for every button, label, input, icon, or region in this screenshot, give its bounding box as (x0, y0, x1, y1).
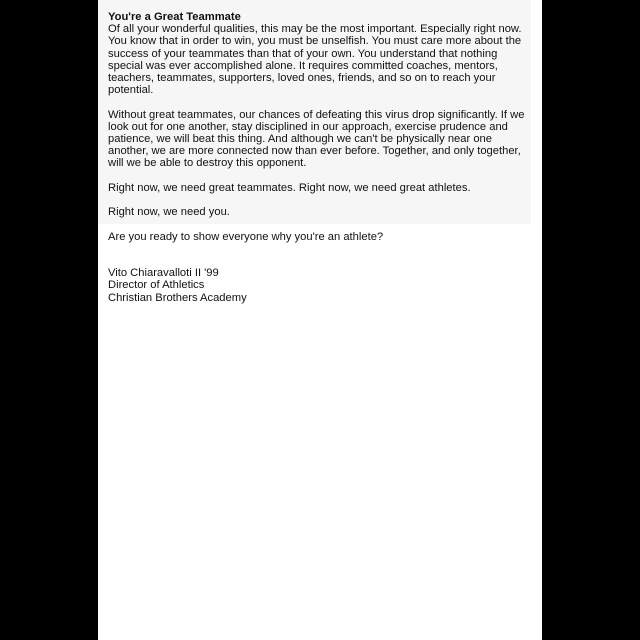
signature-title: Director of Athletics (108, 279, 205, 292)
signature-block (108, 267, 528, 304)
paragraph-2: Without great teammates, our chances of defeating this virus drop significantly. If we look out for one another, stay disciplined in our approach, exercise prudence and patience, we will beat this thing. And although we can't be physically near one another, we are more connected now than ever before. Together, and only together, will we be able to destroy this opponent. (108, 108, 525, 170)
letter-content (108, 11, 528, 304)
paragraph-5: Are you ready to show everyone why you're an athlete? (108, 230, 384, 243)
section-heading: You're a Great Teammate (108, 11, 241, 23)
paragraph-3: Right now, we need great teammates. Right now, we need great athletes. (108, 181, 471, 194)
paragraph-1: Of all your wonderful qualities, this may be the most important. Especially right now. You know that in order to win, you must be unselfish. You must care more about the success of your teammates than that of your own. You understand that nothing special was ever accomplished alone. It requires committed coaches, mentors, teachers, teammates, supporters, loved ones, friends, and so on to reach your potential. (108, 23, 522, 97)
signature-organization: Christian Brothers Academy (108, 291, 247, 304)
paragraph-4: Right now, we need you. (108, 206, 230, 219)
signature-name: Vito Chiaravalloti II '99 (108, 267, 219, 280)
document-page (98, 0, 542, 640)
